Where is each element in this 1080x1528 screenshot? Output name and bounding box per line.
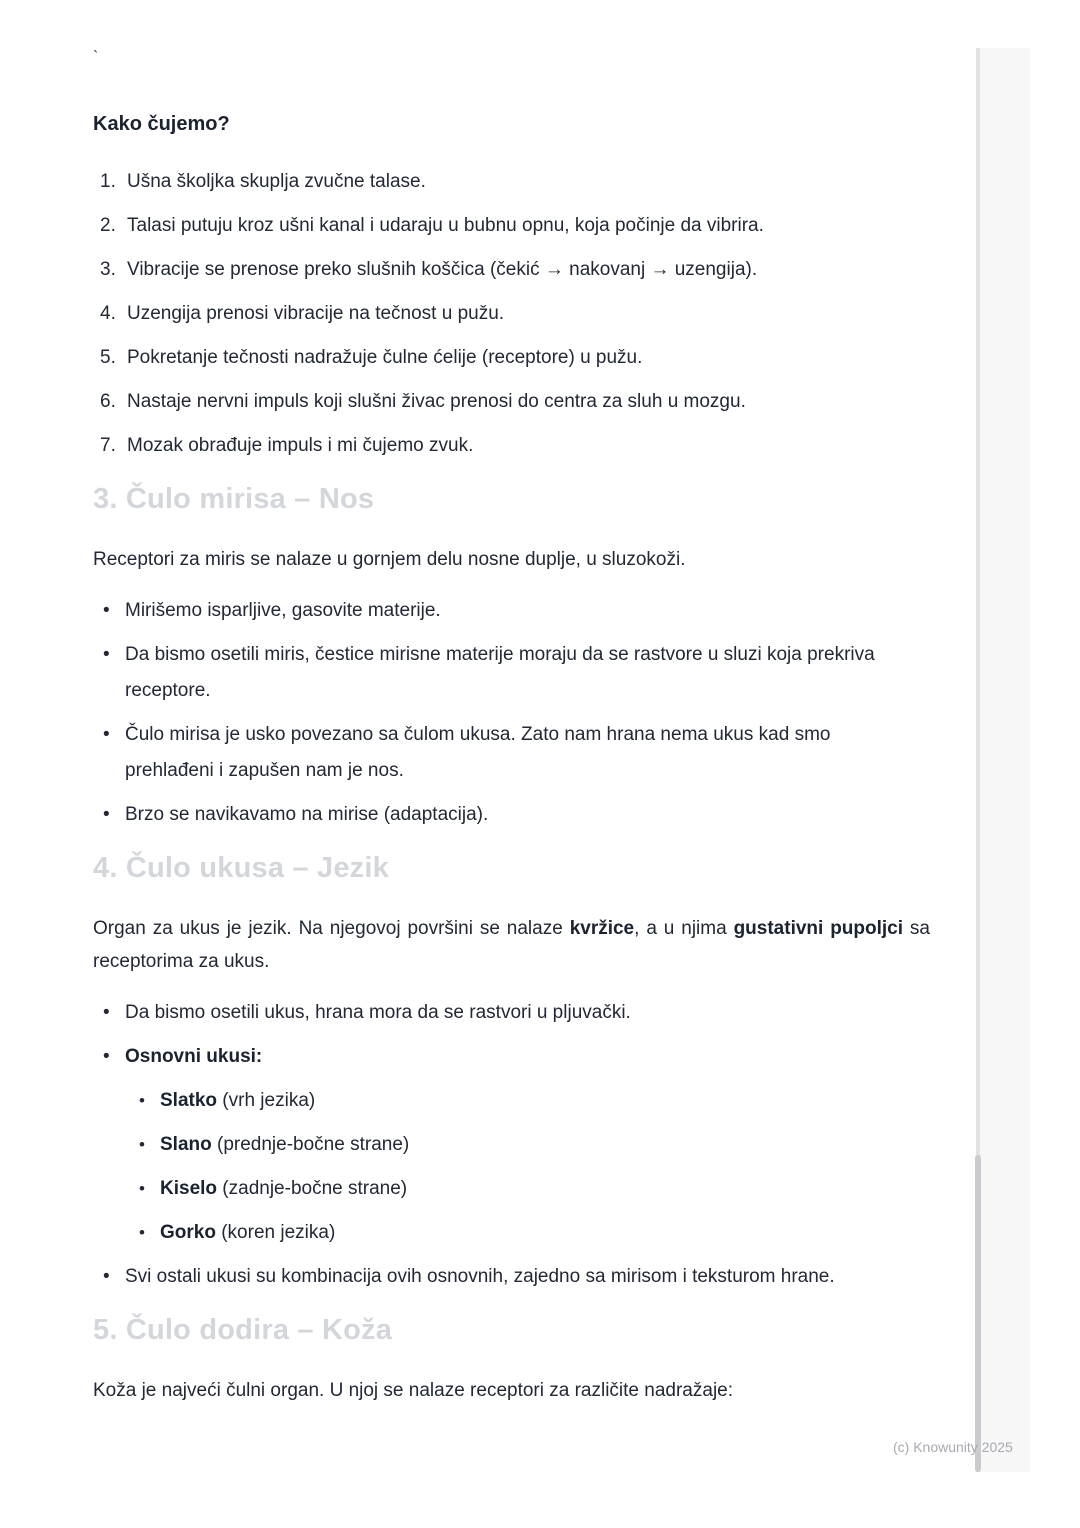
copyright-watermark: (c) Knowunity 2025	[893, 1439, 1013, 1455]
hearing-step-6: Nastaje nervni impuls koji slušni živac prenosi do centra za sluh u mozgu.	[127, 391, 746, 412]
hearing-step-2: Talasi putuju kroz ušni kanal i udaraju u bubnu opnu, koja počinje da vibrira.	[127, 215, 764, 236]
hearing-step-7: Mozak obrađuje impuls i mi čujemo zvuk.	[127, 435, 474, 456]
smell-bullet-4: • Brzo se navikavamo na mirise (adaptacija).	[125, 797, 900, 833]
hearing-step-3: Vibracije se prenose preko slušnih koščica (čekić → nakovanj → uzengija).	[127, 259, 758, 280]
basic-tastes-label: Osnovni ukusi:	[125, 1046, 263, 1067]
taste-bullet-combinations: • Svi ostali ukusi su kombinacija ovih osnovnih, zajedno sa mirisom i teksturom hrane.	[125, 1259, 900, 1295]
hearing-step-5: Pokretanje tečnosti nadražuje čulne ćelije (receptore) u pužu.	[127, 347, 643, 368]
touch-section-heading: 5. Čulo dodira – Koža	[93, 1314, 393, 1346]
taste-intro-part-2: , a u njima	[634, 918, 734, 939]
taste-intro-paragraph	[93, 912, 930, 978]
hearing-steps-list	[93, 164, 930, 464]
taste-bullet-basic	[125, 1039, 900, 1251]
document-page	[93, 0, 930, 1407]
taste-intro-bold-pupoljci: gustativni pupoljci	[733, 918, 904, 939]
taste-location: (koren jezika)	[215, 1222, 336, 1243]
hearing-title: Kako čujemo?	[93, 113, 230, 135]
basic-taste-kiselo	[160, 1171, 900, 1207]
next-page-edge-panel	[976, 48, 1030, 1472]
smell-section-heading: 3. Čulo mirisa – Nos	[93, 483, 375, 515]
touch-intro-paragraph: Koža je najveći čulni organ. U njoj se nalaze receptori za različite nadražaje:	[93, 1380, 734, 1401]
smell-bullet-1: • Mirišemo isparljive, gasovite materije.	[125, 593, 900, 629]
hearing-step-4: Uzengija prenosi vibracije na tečnost u pužu.	[127, 303, 505, 324]
smell-bullet-list	[93, 593, 930, 833]
basic-taste-slatko	[160, 1083, 900, 1119]
smell-bullet-3: • Čulo mirisa je usko povezano sa čulom ukusa. Zato nam hrana nema ukus kad smo prehlađeni i zapušen nam je nos.	[125, 717, 900, 789]
taste-name: Gorko	[160, 1222, 216, 1243]
taste-intro-bold-kvrzice: kvržice	[569, 918, 635, 939]
taste-section-heading: 4. Čulo ukusa – Jezik	[93, 852, 389, 884]
taste-location: (prednje-bočne strane)	[211, 1134, 410, 1155]
basic-tastes-list	[125, 1083, 900, 1251]
scrollbar-thumb[interactable]	[975, 1155, 981, 1472]
smell-bullet-2: • Da bismo osetili miris, čestice mirisne materije moraju da se rastvore u sluzi koja prekriva receptore.	[125, 637, 900, 709]
taste-name: Slatko	[160, 1090, 218, 1111]
smell-intro-paragraph: Receptori za miris se nalaze u gornjem delu nosne duplje, u sluzokoži.	[93, 549, 686, 570]
hearing-step-1: Ušna školjka skuplja zvučne talase.	[127, 171, 426, 192]
taste-name: Kiselo	[160, 1178, 218, 1199]
taste-bullet-saliva: • Da bismo osetili ukus, hrana mora da se rastvori u pljuvački.	[125, 995, 900, 1031]
taste-bullet-list	[93, 995, 930, 1295]
taste-location: (zadnje-bočne strane)	[217, 1178, 408, 1199]
stray-backtick: `	[93, 49, 99, 66]
taste-name: Slano	[160, 1134, 212, 1155]
taste-intro-part-3: sa receptorima za ukus.	[93, 918, 930, 972]
basic-taste-gorko	[160, 1215, 900, 1251]
taste-location: (vrh jezika)	[217, 1090, 316, 1111]
basic-taste-slano	[160, 1127, 900, 1163]
taste-intro-part-1: Organ za ukus je jezik. Na njegovoj površini se nalaze	[93, 918, 570, 939]
